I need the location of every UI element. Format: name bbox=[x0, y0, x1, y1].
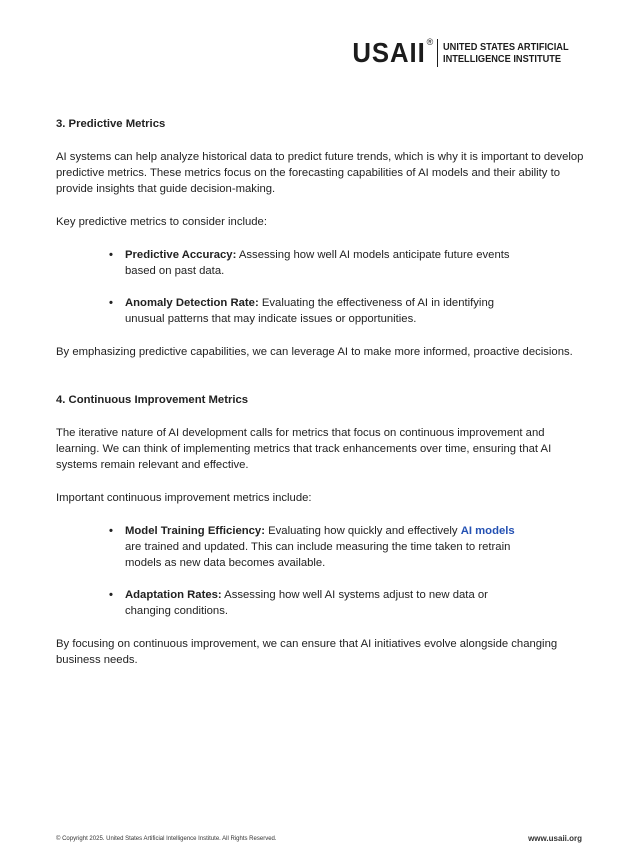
bullet-term: Predictive Accuracy: bbox=[125, 249, 237, 261]
section-4-list-intro: Important continuous improvement metrics include: bbox=[56, 492, 312, 504]
bullet-icon: • bbox=[109, 249, 113, 261]
section-3-intro: AI systems can help analyze historical data to predict future trends, which is why it is important to develop predictive metrics. These metrics focus on the forecasting capabilities of AI models and their ability to provide insights that guide decision-making. bbox=[56, 151, 584, 195]
bullet-term: Model Training Efficiency: bbox=[125, 525, 265, 537]
bullet-text: Assessing how well AI models anticipate future events based on past data. bbox=[125, 249, 510, 277]
list-item bbox=[109, 523, 529, 571]
section-4-conclusion: By focusing on continuous improvement, we can ensure that AI initiatives evolve alongside changing business needs. bbox=[56, 638, 558, 666]
bullet-text: Evaluating how quickly and effectively bbox=[264, 525, 461, 537]
bullet-term: Adaptation Rates: bbox=[125, 589, 222, 601]
logo-line-1: UNITED STATES ARTIFICIAL bbox=[443, 41, 569, 53]
bullet-term: Anomaly Detection Rate: bbox=[125, 297, 259, 309]
logo-wordmark: USAII bbox=[352, 37, 426, 68]
footer-copyright: © Copyright 2025. United States Artificial Intelligence Institute. All Rights Reserved. bbox=[56, 836, 277, 842]
section-4-intro: The iterative nature of AI development calls for metrics that focus on continuous improvement and learning. We can think of implementing metrics that track enhancements over time, ensuring that AI systems remain relevant and effective. bbox=[56, 427, 552, 471]
bullet-text: Assessing how well AI systems adjust to new data or changing conditions. bbox=[125, 589, 488, 617]
document-body bbox=[56, 116, 586, 668]
ai-models-link[interactable]: AI models bbox=[460, 525, 515, 537]
footer-website-link[interactable]: www.usaii.org bbox=[528, 834, 582, 843]
section-3-list-intro: Key predictive metrics to consider include: bbox=[56, 216, 267, 228]
section-4-heading: 4. Continuous Improvement Metrics bbox=[56, 394, 249, 406]
list-item bbox=[109, 295, 529, 327]
logo-divider bbox=[437, 39, 438, 67]
bullet-text-continued: are trained and updated. This can include measuring the time taken to retrain models as new data becomes available. bbox=[125, 541, 511, 569]
section-3-heading: 3. Predictive Metrics bbox=[56, 118, 166, 130]
list-item bbox=[109, 587, 529, 619]
bullet-icon: • bbox=[109, 297, 113, 309]
bullet-icon: • bbox=[109, 525, 113, 537]
list-item bbox=[109, 247, 529, 279]
logo-line-2: INTELLIGENCE INSTITUTE bbox=[443, 53, 562, 65]
section-3-conclusion: By emphasizing predictive capabilities, we can leverage AI to make more informed, proactive decisions. bbox=[56, 346, 573, 358]
section-4-bullet-list bbox=[56, 523, 529, 619]
section-3-bullet-list bbox=[56, 247, 529, 327]
bullet-text: Evaluating the effectiveness of AI in identifying unusual patterns that may indicate issues or opportunities. bbox=[125, 297, 495, 325]
registered-mark: ® bbox=[426, 37, 434, 47]
bullet-icon: • bbox=[109, 589, 113, 601]
usaii-logo bbox=[346, 36, 586, 70]
logo-institute-name bbox=[443, 41, 569, 65]
